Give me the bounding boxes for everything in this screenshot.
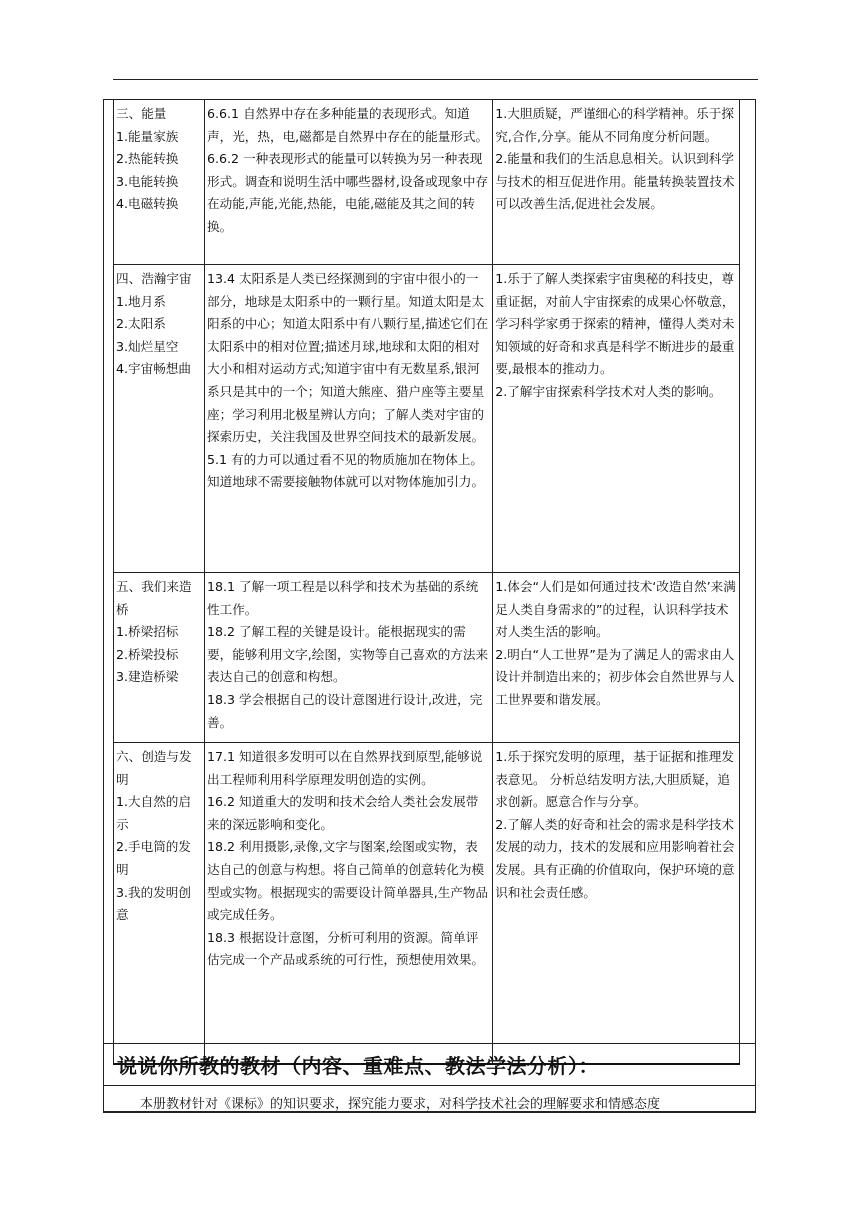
unit-title: 六、创造与发明 [116, 749, 192, 787]
section-divider-mid [103, 1085, 756, 1086]
standard-paragraph: 18.3 学会根据自己的设计意图进行设计,改进，完善。 [207, 691, 483, 730]
unit-cell [114, 100, 205, 265]
lesson-item: 4.宇宙畅想曲 [116, 361, 191, 377]
header-rule [113, 79, 758, 80]
lesson-item: 2.手电筒的发明 [116, 839, 191, 877]
lesson-item: 3.我的发明创意 [116, 884, 191, 923]
goal-paragraph: 2.明白“人工世界”是为了满足人的需求由人设计并制造出来的；初步体会自然世界与人工世界要和谐发展。 [495, 646, 735, 707]
standard-paragraph: 5.1 有的力可以通过看不见的物质施加在物体上。知道地球不需要接触物体就可以对物体施加引力。 [207, 451, 485, 490]
table-row [114, 573, 740, 743]
summary-text: 本册教材针对《课标》的知识要求，探究能力要求，对科学技术社会的理解要求和情感态度 [140, 1097, 661, 1112]
standard-paragraph: 18.2 利用摄影,录像,文字与图案,绘图或实物，表达自己的创意与构想。将自己简单的创意转化为模型或实物。根据现实的需要设计简单器具,生产物品或完成任务。 [207, 839, 489, 923]
lesson-item: 1.能量家族 [116, 128, 179, 144]
lesson-item: 2.桥梁投标 [116, 646, 179, 662]
standard-paragraph: 6.6.1 自然界中存在多种能量的表现形式。知道声，光，热，电,磁都是自然界中存在的能量形式。 [207, 106, 489, 144]
standards-cell [205, 100, 493, 265]
lesson-item: 2.热能转换 [116, 151, 179, 167]
table-row [114, 743, 740, 1064]
lesson-item: 1.桥梁招标 [116, 624, 179, 640]
lesson-item: 4.电磁转换 [116, 196, 179, 212]
lesson-item: 1.大自然的启示 [116, 794, 191, 832]
goal-paragraph: 1.乐于了解人类探索宇宙奥秘的科技史，尊重证据，对前人宇宙探索的成果心怀敬意，学习科学家勇于探索的精神，懂得人类对未知领域的好奇和求真是科学不断进步的最重要,最根本的推动力。 [495, 271, 735, 377]
goal-paragraph: 1.大胆质疑，严谨细心的科学精神。乐于探究,合作,分享。能从不同角度分析问题。 [495, 106, 734, 144]
standard-paragraph: 6.6.2 一种表现形式的能量可以转换为另一种表现形式。调查和说明生活中哪些器材,设备或现象中存在动能,声能,光能,热能，电能,磁能及其之间的转换。 [207, 151, 489, 234]
unit-cell [114, 573, 205, 743]
lesson-item: 3.灿烂星空 [116, 338, 179, 354]
unit-cell [114, 743, 205, 1064]
standard-paragraph: 18.3 根据设计意图，分析可利用的资源。简单评估完成一个产品或系统的可行性，预想使用效果。 [207, 929, 485, 968]
goal-paragraph: 2.了解人类的好奇和社会的需求是科学技术发展的动力，技术的发展和应用影响着社会发展。具有正确的价值取向，保护环境的意识和社会责任感。 [495, 816, 735, 900]
curriculum-table [113, 99, 740, 1065]
unit-title: 三、能量 [116, 106, 167, 121]
table-row [114, 100, 740, 265]
standards-cell [205, 743, 493, 1064]
goal-paragraph: 2.能量和我们的生活息息相关。认识到科学与技术的相互促进作用。能量转换装置技术可以改善生活,促进社会发展。 [495, 151, 735, 212]
standards-cell [205, 265, 493, 573]
lesson-item: 3.电能转换 [116, 173, 179, 189]
goals-cell [493, 265, 740, 573]
standard-paragraph: 18.2 了解工程的关键是设计。能根据现实的需要，能够利用文字,绘图，实物等自己喜欢的方法来表达自己的创意和构想。 [207, 624, 489, 685]
standards-cell [205, 573, 493, 743]
table-row [114, 265, 740, 573]
lesson-item: 3.建造桥梁 [116, 669, 179, 685]
standard-paragraph: 16.2 知道重大的发明和技术会给人类社会发展带来的深远影响和变化。 [207, 794, 479, 832]
goal-paragraph: 1.乐于探究发明的原理，基于证据和推理发表意见。 分析总结发明方法,大胆质疑，追求创新。愿意合作与分享。 [495, 749, 734, 810]
unit-title: 五、我们来造桥 [116, 579, 192, 617]
standard-paragraph: 13.4 太阳系是人类已经探测到的宇宙中很小的一部分，地球是太阳系中的一颗行星。知道太阳是太阳系的中心；知道太阳系中有八颗行星,描述它们在太阳系中的相对位置;描述月球,地球和太阳的相对大小和相对运动方式;知道宇宙中有无数星系,银河系只是其中的一个；知道大熊座、猎户座等主要星座；学习利用北极星辨认方向；了解人类对宇宙的探索历史，关注我国及世界空间技术的最新发展。 [207, 271, 489, 445]
section-divider-top [103, 1043, 756, 1044]
goal-paragraph: 1.体会“人们是如何通过技术‘改造自然’来满足人类自身需求的”的过程，认识科学技术对人类生活的影响。 [495, 579, 736, 640]
standard-paragraph: 18.1 了解一项工程是以科学和技术为基础的系统性工作。 [207, 579, 479, 617]
unit-title: 四、浩瀚宇宙 [116, 271, 192, 286]
goals-cell [493, 743, 740, 1064]
goals-cell [493, 100, 740, 265]
standard-paragraph: 17.1 知道很多发明可以在自然界找到原型,能够说出工程师利用科学原理发明创造的实例。 [207, 749, 483, 787]
lesson-item: 1.地月系 [116, 293, 166, 309]
section-title: 说说你所教的教材（内容、重难点、教法学法分析）： [117, 1054, 599, 1078]
goals-cell [493, 573, 740, 743]
section-divider-bottom [103, 1112, 756, 1113]
unit-cell [114, 265, 205, 573]
lesson-item: 2.太阳系 [116, 316, 166, 332]
goal-paragraph: 2.了解宇宙探索科学技术对人类的影响。 [495, 383, 722, 399]
